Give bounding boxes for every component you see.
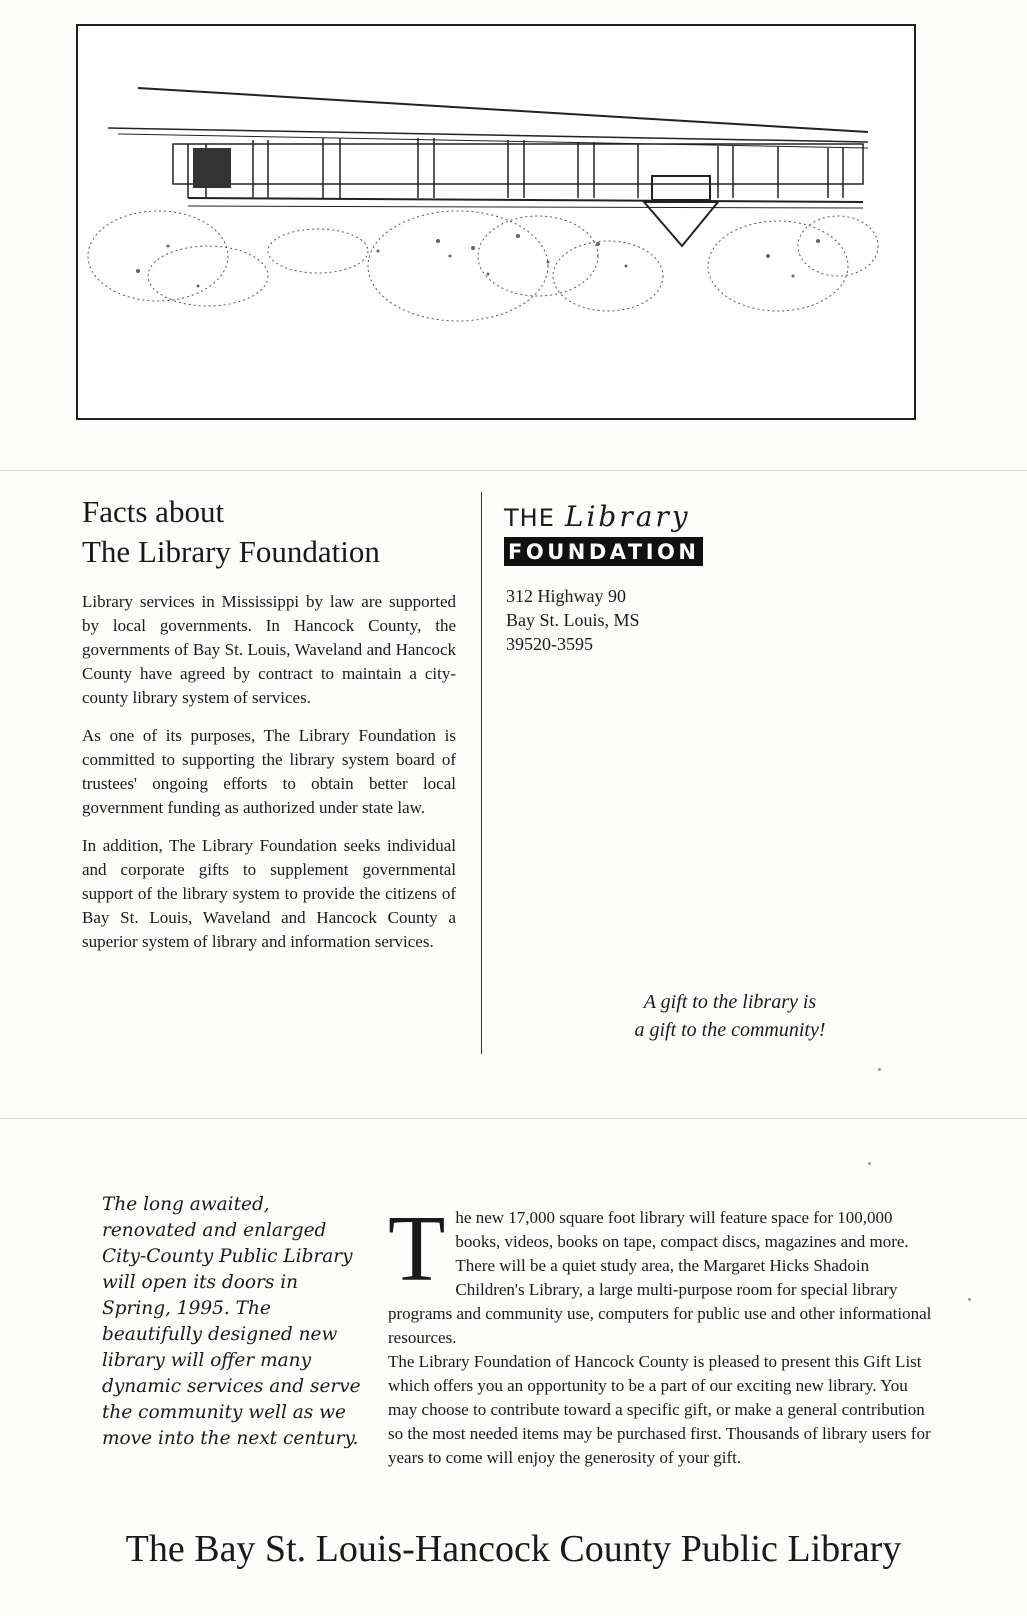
logo-the: THE	[504, 504, 555, 532]
column-divider	[481, 492, 482, 1054]
opening-announcement-text: The long awaited, renovated and enlarged City-County Public Library will open its doors in Spring, 1995. The beautifully designed new library will offer many dynamic services and serve the community well as we move into the next century.	[102, 1194, 361, 1449]
address-line: 312 Highway 90	[506, 586, 626, 606]
facts-column	[82, 492, 456, 968]
drop-cap: T	[388, 1197, 446, 1301]
feature-paragraph-2: The Library Foundation of Hancock County is pleased to present this Gift List which offers you an opportunity to be a part of our exciting new library. You may choose to contribute toward a specific gift, or make a general contribution so the most needed items may be purchased first. Thousands of library users for years to come will enjoy the generosity of your gift.	[388, 1352, 931, 1467]
slogan-line: A gift to the library is	[643, 991, 817, 1013]
facts-title-line2: The Library Foundation	[82, 534, 380, 569]
logo-foundation: FOUNDATION	[504, 537, 703, 566]
feature-paragraph-1-text: he new 17,000 square foot library will feature space for 100,000 books, videos, books on tape, compact discs, magazines and more. There will be a quiet study area, the Margaret Hicks Shadoin Children's Library, a large multi-purpose room for special library programs and community use, computers for public use and other informational resources.	[388, 1208, 932, 1347]
foundation-logo	[504, 500, 703, 566]
facts-title-line1: Facts about	[82, 494, 225, 529]
address-line: 39520-3595	[506, 634, 593, 654]
facts-paragraph: Library services in Mississippi by law are supported by local governments. In Hancock County, the governments of Bay St. Louis, Waveland and Hancock County have agreed by contract to maintain a city-county library system of services.	[82, 592, 456, 707]
facts-paragraph: In addition, The Library Foundation seeks individual and corporate gifts to supplement governmental support of the library system to provide the citizens of Bay St. Louis, Waveland and Hancock County a superior system of library and information services.	[82, 836, 456, 951]
feature-paragraph-1	[388, 1197, 936, 1350]
address-line: Bay St. Louis, MS	[506, 610, 640, 630]
opening-announcement	[102, 1192, 362, 1452]
scan-speck	[968, 1298, 971, 1301]
facts-title	[82, 492, 456, 572]
slogan-line: a gift to the community!	[634, 1019, 826, 1041]
footer-title: The Bay St. Louis-Hancock County Public Library	[125, 1528, 902, 1570]
foundation-address	[506, 584, 640, 656]
scan-speck	[868, 1162, 871, 1165]
scan-speck	[878, 1068, 881, 1071]
fold-line-bottom	[0, 1118, 1027, 1119]
facts-paragraph: As one of its purposes, The Library Foundation is committed to supporting the library system board of trustees' ongoing efforts to obtain better local government funding as authorized under state law.	[82, 726, 456, 817]
library-illustration-frame	[76, 24, 916, 420]
fold-line-top	[0, 470, 1027, 471]
library-building-drawing-icon	[78, 26, 914, 418]
logo-library: Library	[564, 500, 691, 533]
feature-description	[388, 1197, 936, 1470]
gift-slogan	[560, 988, 900, 1044]
